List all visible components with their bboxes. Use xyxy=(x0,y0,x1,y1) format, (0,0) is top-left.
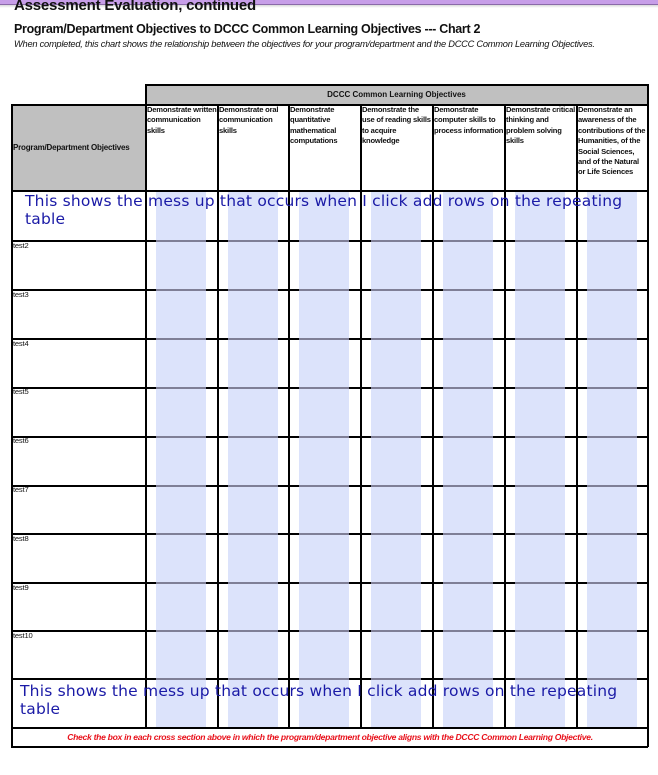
chart-description: When completed, this chart shows the relationship between the objectives for your program/department and the DCCC Common Learning Objectives. xyxy=(14,39,595,49)
table-rule xyxy=(156,485,206,487)
table-rule xyxy=(299,582,349,584)
table-rule xyxy=(228,533,278,535)
table-rule xyxy=(156,338,206,340)
row-label[interactable]: test8 xyxy=(13,533,29,543)
table-rule xyxy=(156,436,206,438)
table-rule xyxy=(228,436,278,438)
table-rule xyxy=(443,630,493,632)
table-rule xyxy=(156,678,206,680)
table-rule xyxy=(371,240,421,242)
table-rule xyxy=(443,485,493,487)
table-rule xyxy=(515,630,565,632)
table-rule xyxy=(299,533,349,535)
table-rule xyxy=(515,387,565,389)
table-rule xyxy=(156,289,206,291)
table-rule xyxy=(587,533,637,535)
table-rule xyxy=(228,582,278,584)
column-header: Demonstrate the use of reading skills to acquire knowledge xyxy=(362,105,431,146)
table-rule xyxy=(443,582,493,584)
row-label[interactable]: test6 xyxy=(13,436,29,446)
table-rule xyxy=(11,104,13,747)
table-rule xyxy=(515,338,565,340)
table-rule xyxy=(371,533,421,535)
table-rule xyxy=(371,582,421,584)
row-label[interactable]: test9 xyxy=(13,582,29,592)
column-header: Demonstrate computer skills to process information xyxy=(434,105,504,135)
table-rule xyxy=(371,436,421,438)
column-header: Demonstrate quantitative mathematical computations xyxy=(290,105,338,146)
section-title: Assessment Evaluation, continued xyxy=(14,0,256,14)
program-objectives-header: Program/Department Objectives xyxy=(13,142,130,152)
table-rule xyxy=(587,436,637,438)
row-label[interactable]: test2 xyxy=(13,241,29,250)
column-header: Demonstrate critical thinking and problem solving skills xyxy=(506,105,576,146)
table-rule xyxy=(515,533,565,535)
checkbox-field-column[interactable] xyxy=(156,190,206,727)
column-header: Demonstrate written communication skills xyxy=(147,105,217,135)
row-label[interactable]: test3 xyxy=(13,289,29,299)
table-rule xyxy=(299,678,349,680)
table-rule xyxy=(515,240,565,242)
checkbox-field-column[interactable] xyxy=(587,190,637,727)
table-rule xyxy=(515,436,565,438)
table-rule xyxy=(299,387,349,389)
table-rule xyxy=(515,485,565,487)
checkbox-field-column[interactable] xyxy=(371,190,421,727)
checkbox-field-column[interactable] xyxy=(443,190,493,727)
table-rule xyxy=(371,485,421,487)
table-rule xyxy=(156,387,206,389)
row-label[interactable]: test4 xyxy=(13,338,29,348)
table-rule xyxy=(228,630,278,632)
table-rule xyxy=(443,533,493,535)
overlay-message-bottom: This shows the mess up that occurs when I click add rows on the repeating table xyxy=(20,682,618,718)
table-rule xyxy=(587,338,637,340)
table-rule xyxy=(299,240,349,242)
table-rule xyxy=(156,582,206,584)
chart-title: Program/Department Objectives to DCCC Common Learning Objectives --- Chart 2 xyxy=(14,22,481,36)
table-rule xyxy=(443,240,493,242)
checkbox-field-column[interactable] xyxy=(515,190,565,727)
table-rule xyxy=(228,387,278,389)
checkbox-field-column[interactable] xyxy=(228,190,278,727)
table-rule xyxy=(587,289,637,291)
table-rule xyxy=(515,289,565,291)
table-rule xyxy=(371,289,421,291)
column-header: Demonstrate an awareness of the contributions of the Humanities, of the Social Sciences, and of the Natural or Life Sciences xyxy=(578,105,646,177)
table-rule xyxy=(371,387,421,389)
table-rule xyxy=(587,240,637,242)
table-rule xyxy=(228,240,278,242)
row-label[interactable]: test5 xyxy=(13,387,29,397)
table-rule xyxy=(228,289,278,291)
table-rule xyxy=(515,678,565,680)
table-rule xyxy=(587,387,637,389)
table-rule xyxy=(371,630,421,632)
row-label[interactable]: test7 xyxy=(13,485,29,494)
table-rule xyxy=(299,436,349,438)
table-rule xyxy=(371,678,421,680)
table-rule xyxy=(587,582,637,584)
table-rule xyxy=(443,387,493,389)
table-rule xyxy=(443,678,493,680)
table-rule xyxy=(587,630,637,632)
overlay-message-top: This shows the mess up that occurs when I click add rows on the repeating table xyxy=(25,192,623,228)
table-rule xyxy=(156,630,206,632)
footer-instruction: Check the box in each cross section above in which the program/department objective aligns with the DCCC Common Learning Objective. xyxy=(67,732,593,742)
table-rule xyxy=(443,338,493,340)
table-rule xyxy=(443,289,493,291)
table-rule xyxy=(443,436,493,438)
table-rule xyxy=(371,338,421,340)
table-rule xyxy=(228,338,278,340)
table-rule xyxy=(299,630,349,632)
table-rule xyxy=(228,678,278,680)
column-header: Demonstrate oral communication skills xyxy=(219,105,279,135)
table-rule xyxy=(156,533,206,535)
table-rule xyxy=(515,582,565,584)
checkbox-field-column[interactable] xyxy=(299,190,349,727)
table-rule xyxy=(228,485,278,487)
dccc-objectives-band-label: DCCC Common Learning Objectives xyxy=(327,90,466,99)
table-rule xyxy=(156,240,206,242)
table-rule xyxy=(299,338,349,340)
table-rule xyxy=(587,678,637,680)
table-rule xyxy=(299,485,349,487)
table-rule xyxy=(299,289,349,291)
table-rule xyxy=(587,485,637,487)
row-label[interactable]: test10 xyxy=(13,631,33,641)
